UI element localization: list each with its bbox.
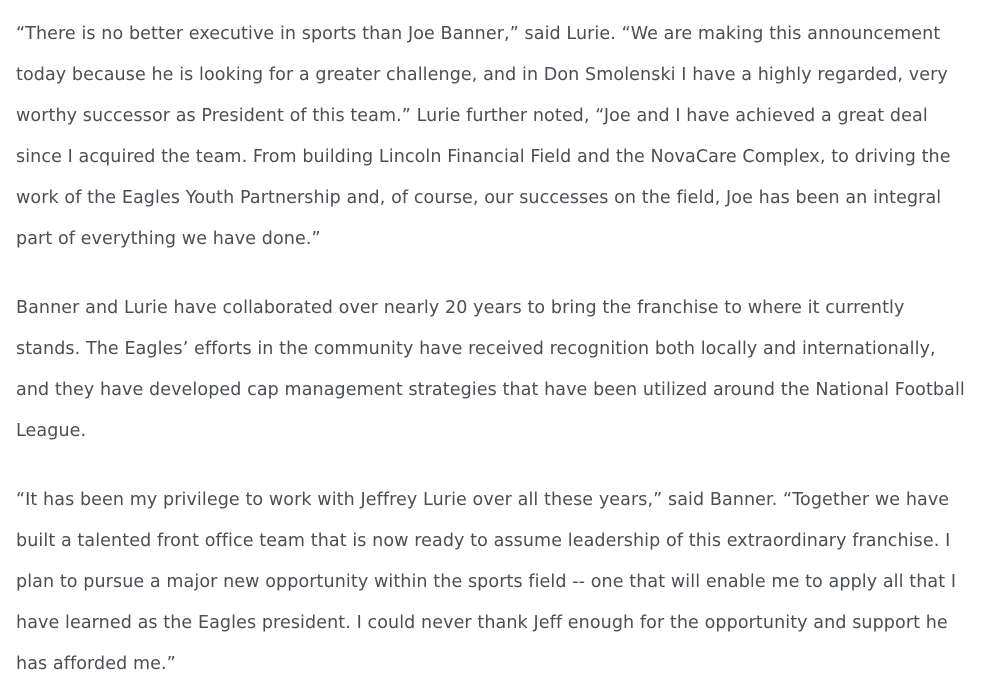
paragraph: “It has been my privilege to work with Jeffrey Lurie over all these years,” said Banner. “Together we have built a talented front office team that is now ready to assume leadership of this extraordinary franchise. I plan to pursue a major new opportunity within the sports field -- one that will enable me to apply all that I have learned as the Eagles president. I could never thank Jeff enough for the opportunity and support he has afforded me.” (16, 490, 957, 674)
paragraph: “There is no better executive in sports than Joe Banner,” said Lurie. “We are making this announcement today because he is looking for a greater challenge, and in Don Smolenski I have a highly regarded, very worthy successor as President of this team.” Lurie further noted, “Joe and I have achieved a great deal since I acquired the team. From building Lincoln Financial Field and the NovaCare Complex, to driving the work of the Eagles Youth Partnership and, of course, our successes on the field, Joe has been an integral part of everything we have done.” (16, 24, 951, 249)
paragraph: Banner and Lurie have collaborated over nearly 20 years to bring the franchise to where it currently stands. The Eagles’ efforts in the community have received recognition both locally and internationally, and they have developed cap management strategies that have been utilized around the National Football League. (16, 298, 965, 441)
